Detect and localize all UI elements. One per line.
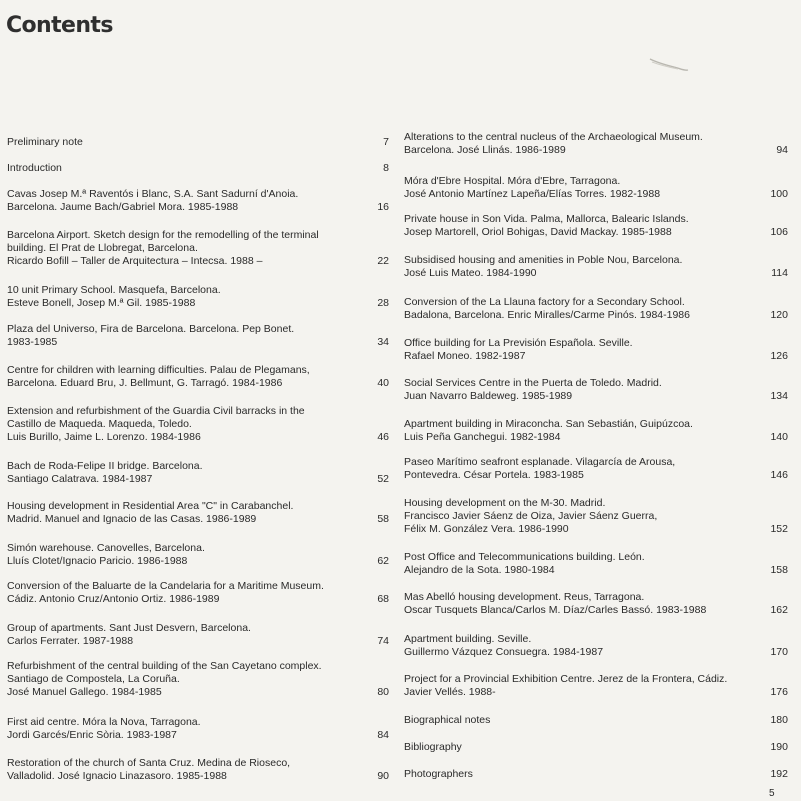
toc-entry	[404, 741, 788, 754]
toc-entry-line: Bach de Roda-Felipe II bridge. Barcelona.	[7, 460, 203, 472]
toc-entry-line: Luis Peña Ganchegui. 1982-1984	[404, 431, 561, 444]
toc-entry-line: Luis Burillo, Jaime L. Lorenzo. 1984-1986	[7, 431, 201, 444]
toc-page-number: 100	[770, 188, 788, 200]
toc-entry-title	[7, 542, 389, 568]
toc-entry-line: Private house in Son Vida. Palma, Mallorca, Balearic Islands.	[404, 213, 689, 225]
toc-entry-line: Rafael Moneo. 1982-1987	[404, 350, 526, 363]
toc-page-number: 176	[770, 686, 788, 698]
toc-entry	[7, 757, 389, 783]
toc-entry-title	[7, 716, 389, 742]
toc-entry	[7, 405, 389, 445]
toc-entry-line: Simón warehouse. Canovelles, Barcelona.	[7, 542, 205, 554]
toc-page-number: 158	[770, 564, 788, 576]
toc-entry-line: Barcelona Airport. Sketch design for the remodelling of the terminal	[7, 229, 319, 241]
toc-entry-title	[404, 337, 788, 363]
toc-page-number: 94	[776, 144, 788, 156]
toc-entry-line: Juan Navarro Baldeweg. 1985-1989	[404, 390, 573, 403]
toc-entry-line: Santiago Calatrava. 1984-1987	[7, 473, 153, 486]
toc-page-number: 140	[770, 431, 788, 443]
toc-page-number: 16	[377, 201, 389, 213]
toc-entry-line: Refurbishment of the central building of the San Cayetano complex.	[7, 660, 322, 672]
toc-entry	[7, 188, 389, 214]
toc-entry	[404, 175, 788, 201]
toc-entry-line: Barcelona. Jaume Bach/Gabriel Mora. 1985-1988	[7, 201, 239, 214]
toc-entry-title	[404, 591, 788, 617]
paper-smudge	[648, 55, 690, 73]
toc-entry-line: Barcelona. José Llinás. 1986-1989	[404, 144, 566, 157]
toc-entry-line: Bibliography	[404, 741, 462, 753]
toc-entry	[404, 254, 788, 280]
toc-entry-title	[7, 460, 389, 486]
toc-entry-line: Carlos Ferrater. 1987-1988	[7, 635, 134, 648]
toc-entry-line: Office building for La Previsión Española. Seville.	[404, 337, 633, 349]
toc-entry-line: Oscar Tusquets Blanca/Carlos M. Díaz/Carles Bassó. 1983-1988	[404, 604, 707, 617]
toc-entry-title	[404, 714, 788, 727]
toc-entry	[7, 136, 389, 149]
toc-entry-title	[404, 175, 788, 201]
toc-entry-line: 1983-1985	[7, 336, 58, 349]
toc-entry-line: Francisco Javier Sáenz de Oiza, Javier Sáenz Guerra,	[404, 510, 658, 523]
toc-entry	[404, 131, 788, 157]
toc-page-number: 84	[377, 729, 389, 741]
toc-entry-line: Barcelona. Eduard Bru, J. Bellmunt, G. Tarragó. 1984-1986	[7, 377, 283, 390]
toc-page-number: 8	[383, 162, 389, 174]
toc-entry-line: Madrid. Manuel and Ignacio de las Casas. 1986-1989	[7, 513, 257, 526]
toc-page-number: 7	[383, 136, 389, 148]
toc-entry-title	[7, 500, 389, 526]
page-folio: 5	[769, 788, 775, 799]
toc-entry-line: Esteve Bonell, Josep M.ª Gil. 1985-1988	[7, 297, 196, 310]
toc-entry-line: Badalona, Barcelona. Enric Miralles/Carme Pinós. 1984-1986	[404, 309, 690, 322]
toc-entry-title	[404, 673, 788, 699]
toc-entry-line: building. El Prat de Llobregat, Barcelona.	[7, 242, 198, 255]
toc-entry-line: José Manuel Gallego. 1984-1985	[7, 686, 162, 699]
toc-entry-title	[7, 364, 389, 390]
toc-page-number: 170	[770, 646, 788, 658]
toc-entry-line: Félix M. González Vera. 1986-1990	[404, 523, 569, 536]
toc-entry-line: Valladolid. José Ignacio Linazasoro. 1985-1988	[7, 770, 227, 783]
toc-entry-title	[7, 622, 389, 648]
toc-entry	[7, 716, 389, 742]
toc-entry-title	[7, 136, 389, 149]
toc-page-number: 52	[377, 473, 389, 485]
toc-entry-line: Castillo de Maqueda. Maqueda, Toledo.	[7, 418, 192, 431]
toc-page-number: 90	[377, 770, 389, 782]
toc-entry	[404, 377, 788, 403]
toc-entry-line: Biographical notes	[404, 714, 491, 726]
toc-page-number: 126	[770, 350, 788, 362]
toc-page-number: 80	[377, 686, 389, 698]
toc-entry-line: Jordi Garcés/Enric Sòria. 1983-1987	[7, 729, 177, 742]
toc-entry-line: Pontevedra. César Portela. 1983-1985	[404, 469, 584, 482]
toc-entry-line: Ricardo Bofill – Taller de Arquitectura – Intecsa. 1988 –	[7, 255, 263, 268]
toc-entry	[7, 284, 389, 310]
toc-entry-title	[7, 162, 389, 175]
toc-entry-line: Santiago de Compostela, La Coruña.	[7, 673, 180, 686]
toc-entry-title	[7, 284, 389, 310]
toc-page-number: 190	[770, 741, 788, 753]
toc-entry-line: Josep Martorell, Oriol Bohigas, David Mackay. 1985-1988	[404, 226, 672, 239]
toc-entry	[404, 497, 788, 537]
toc-entry	[7, 580, 389, 606]
toc-page-number: 152	[770, 523, 788, 535]
toc-entry-line: Project for a Provincial Exhibition Centre. Jerez de la Frontera, Cádiz.	[404, 673, 728, 685]
toc-entry-title	[7, 323, 389, 349]
toc-page-number: 114	[771, 267, 788, 279]
toc-entry-line: José Luis Mateo. 1984-1990	[404, 267, 537, 280]
toc-page-number: 34	[377, 336, 389, 348]
toc-entry-line: Guillermo Vázquez Consuegra. 1984-1987	[404, 646, 604, 659]
toc-entry-line: Preliminary note	[7, 136, 83, 148]
toc-page-number: 40	[377, 377, 389, 389]
toc-entry	[404, 714, 788, 727]
toc-entry-line: Social Services Centre in the Puerta de Toledo. Madrid.	[404, 377, 662, 389]
toc-entry	[404, 768, 788, 781]
toc-entry-line: Post Office and Telecommunications building. León.	[404, 551, 645, 563]
toc-entry-title	[404, 418, 788, 444]
toc-entry	[404, 633, 788, 659]
toc-entry-title	[404, 551, 788, 577]
toc-entry-line: Conversion of the La Llauna factory for a Secondary School.	[404, 296, 685, 308]
toc-entry-title	[7, 229, 389, 269]
toc-page-number: 58	[377, 513, 389, 525]
toc-entry	[404, 418, 788, 444]
toc-entry	[404, 296, 788, 322]
toc-page-number: 192	[770, 768, 788, 780]
toc-entry-line: Cavas Josep M.ª Raventós i Blanc, S.A. Sant Sadurní d'Anoia.	[7, 188, 299, 200]
toc-entry	[7, 364, 389, 390]
toc-entry	[404, 213, 788, 239]
toc-entry-line: Lluís Clotet/Ignacio Paricio. 1986-1988	[7, 555, 188, 568]
toc-entry-line: Housing development in Residential Area "C" in Carabanchel.	[7, 500, 294, 512]
toc-page-number: 162	[770, 604, 788, 616]
toc-entry-line: Apartment building in Miraconcha. San Sebastián, Guipúzcoa.	[404, 418, 693, 430]
toc-page-number: 146	[770, 469, 788, 481]
toc-entry-line: José Antonio Martínez Lapeña/Elías Torres. 1982-1988	[404, 188, 661, 201]
toc-entry-line: Cádiz. Antonio Cruz/Antonio Ortiz. 1986-1989	[7, 593, 220, 606]
toc-entry-line: Housing development on the M-30. Madrid.	[404, 497, 606, 509]
toc-entry-line: Extension and refurbishment of the Guardia Civil barracks in the	[7, 405, 305, 417]
toc-entry-line: Introduction	[7, 162, 62, 174]
toc-entry	[7, 460, 389, 486]
toc-entry-line: Photographers	[404, 768, 473, 780]
toc-page-number: 68	[377, 593, 389, 605]
toc-entry	[7, 622, 389, 648]
toc-entry-line: Alterations to the central nucleus of the Archaeological Museum.	[404, 131, 703, 143]
toc-entry	[404, 337, 788, 363]
toc-entry	[404, 551, 788, 577]
toc-entry	[7, 542, 389, 568]
toc-entry-title	[404, 254, 788, 280]
toc-entry-title	[7, 757, 389, 783]
toc-entry-title	[404, 213, 788, 239]
toc-entry-title	[404, 377, 788, 403]
toc-page-number: 106	[770, 226, 788, 238]
toc-entry	[404, 673, 788, 699]
toc-page-number: 134	[770, 390, 788, 402]
toc-entry-line: Alejandro de la Sota. 1980-1984	[404, 564, 555, 577]
toc-entry-title	[404, 633, 788, 659]
toc-entry	[404, 591, 788, 617]
toc-entry	[7, 660, 389, 700]
toc-page-number: 74	[377, 635, 389, 647]
toc-page-number: 62	[377, 555, 389, 567]
toc-entry	[7, 229, 389, 269]
toc-entry-line: Group of apartments. Sant Just Desvern, Barcelona.	[7, 622, 251, 634]
toc-entry-line: Apartment building. Seville.	[404, 633, 532, 645]
toc-entry-title	[404, 497, 788, 537]
toc-entry-title	[404, 768, 788, 781]
toc-page-number: 28	[377, 297, 389, 309]
toc-entry-line: 10 unit Primary School. Masquefa, Barcelona.	[7, 284, 221, 296]
toc-entry-title	[404, 741, 788, 754]
toc-entry	[7, 500, 389, 526]
toc-entry-line: Subsidised housing and amenities in Poble Nou, Barcelona.	[404, 254, 683, 266]
toc-page-number: 180	[770, 714, 788, 726]
toc-entry-title	[7, 405, 389, 445]
toc-entry-line: First aid centre. Móra la Nova, Tarragona.	[7, 716, 201, 728]
toc-entry-line: Conversion of the Baluarte de la Candelaria for a Maritime Museum.	[7, 580, 324, 592]
toc-entry-line: Centre for children with learning difficulties. Palau de Plegamans,	[7, 364, 310, 376]
toc-entry-title	[404, 456, 788, 482]
toc-entry-line: Javier Vellés. 1988-	[404, 686, 496, 699]
toc-entry	[404, 456, 788, 482]
toc-entry-line: Plaza del Universo, Fira de Barcelona. Barcelona. Pep Bonet.	[7, 323, 295, 335]
toc-entry-line: Paseo Marítimo seafront esplanade. Vilagarcía de Arousa,	[404, 456, 676, 468]
toc-entry-line: Móra d'Ebre Hospital. Móra d'Ebre, Tarragona.	[404, 175, 621, 187]
toc-entry-line: Restoration of the church of Santa Cruz. Medina de Rioseco,	[7, 757, 291, 769]
toc-page-number: 46	[377, 431, 389, 443]
page-title: Contents	[6, 13, 113, 38]
toc-entry	[7, 323, 389, 349]
toc-entry-title	[7, 580, 389, 606]
toc-entry-title	[7, 660, 389, 700]
toc-page-number: 22	[377, 255, 389, 267]
toc-entry-title	[404, 296, 788, 322]
toc-entry	[7, 162, 389, 175]
toc-entry-line: Mas Abelló housing development. Reus, Tarragona.	[404, 591, 645, 603]
toc-page-number: 120	[770, 309, 788, 321]
toc-entry-title	[7, 188, 389, 214]
toc-entry-title	[404, 131, 788, 157]
